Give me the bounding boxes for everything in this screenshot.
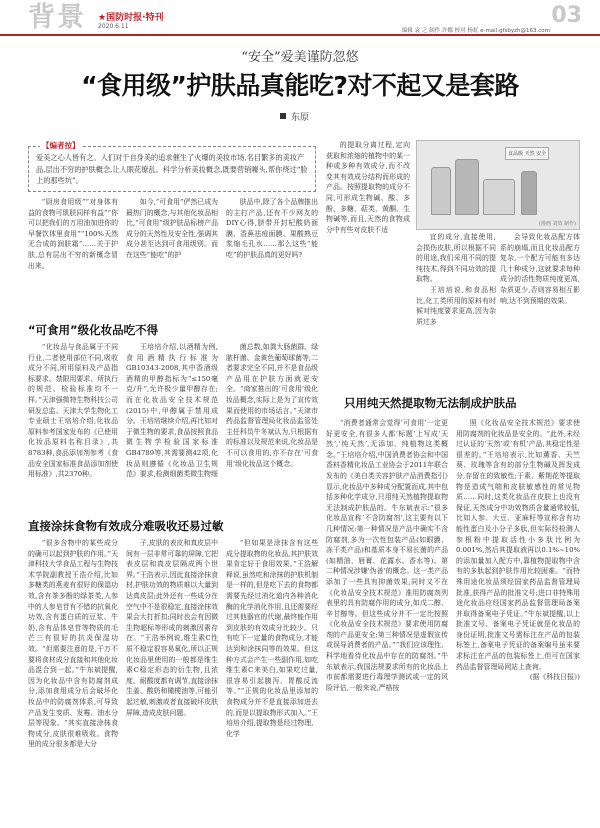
section3-column-1: “消费者通常会觉得‘可食用’一定更好更安全,有很多人都‘标题’上写成‘天然’,‘纯天然’,无添加、纯植物这类概念。”王培培介绍,中国消费者协会和中国香料香精化妆品工业协会于2011年联合发布的《美白类关容护肤产品消费指引》显示,化妆品中多种成分配置而成,其中包括多种化学成分,只用纯天然植物提取物无法制成护肤品的。牛东斌表示:“很多化妆品宣称‘不含防腐剂’,这主要有以下几种情况:第一种情况是产品中确实不含防腐剂,多为一次性包装产品(如眼膜、冻干类产品)和基质本身不易长菌的产品(如精油、唇膏、花露水、香水等)。第二种情况涉嫌'伪善'的概念。这一类产品添加了一些具有抑菌效果,同时又不在《化妆品安全技术规范》准用防腐剂列表里的具有防腐作用的成分,如戊二醇、辛甘醇等。但这些成分并不一定比按照《化妆品安全技术规范》要求使用防腐剂的产品更安全;第三种情况是虚假宣传或误导消费者的产品。”“我们应该理性、科学地看待化妆品中存在的防腐剂。”牛东斌表示,我国法规要求所有的化妆品上市前都需要进行毒理学测试或一定的风险评估,一般来说,严格按 xyxy=(326,419,448,692)
section2-column-1: “很多含物中的某些成分的确可以起到护肤的作用。”天津科技大学食品工程与生物技术学院副教授王浩介绍,比如多糖类的燕麦有很好的保湿功效,含有茶多酚的绿茶类,人参中的人参皂苷有不错的抗氧化功效,含有蛋白质的豆浆、牛奶,含有品体皂苷等物质的毛芒三有很好的抗炎保湿功效。“但需要注意的是,干万不要将食材成分直接和其他化妆品混合到一起。”牛东斌提醒,因为化妆品中含有防腐剂成分,添加食用成分后会破坏化妆品中的防腐剂体系,可导致产品发生变质、发霉、油水分层等现象。“其实直接涂抹食物成分,皮肤很难吸收。食物里的成分很多都是大分 xyxy=(28,539,118,749)
byline: 东原 xyxy=(280,110,309,123)
section-heading-edible: “可食用”级化妆品吃不得 xyxy=(28,323,159,337)
issue-date: 2020.6.11 xyxy=(98,23,129,30)
jar-icon xyxy=(455,159,479,215)
section3-column-2: 照《化妆品安全技术规范》要求使用防腐剂的化妆品是安全的。“此外,未经过认证的‘天然’或‘有机’产品,其稳定性是很差的。”王培培表示,比如薰香、天竺葵、玫瑰等含有的部分生物碱及挥发成分,存留在的致敏性;于素、紫荆花等提取物是造成气喘和皮肤敏感性的常见物质……同时,这类化妆品在皮肤上也没有保证,天然成分中功效物质含量通常较低,比如人参、大豆、亚麻籽等宣称含有功能性蛋白及小分子多肽,但实际经检测人参根粉中提取活性小多肽比例为0.001%,然后其提取液再以0.1%~10%的添加量加入配方中,靠植物提取物中含有的多肽起到护肤作用比较困难。“而特殊用途化妆品须经国家药品监督管理局批准,获得产品的批准文号;进口非特殊用途化妆品应经国家药品监督管理局备案并取得备案电子凭证。”牛东斌提醒,以上批准文号、备案电子凭证就是化妆品的身份证明,批准文号需标注在产品的包装标签上,备案电子凭证的备案编号虽未要求标注在产品的包装标签上,但可在国家药品监督管理局网站上查询。 (据《科技日报》) xyxy=(456,419,580,682)
section-title: 背景 xyxy=(28,2,86,33)
editor-note-label: 【编者按】 xyxy=(42,141,80,150)
intro-column-5: 宜的成分,直接使用,会损伤皮肤,所以根据不同的用途,我们采用不同的提纯技术,得到不同功效的提取物。 王培培说,和食品相比,化工类所用的原料有时候对纯度要求更高,因为杂质过多 xyxy=(416,233,496,326)
tube-icon xyxy=(521,171,537,215)
intro-column-3: 肤品中,除了各个品牌推出的主打产品,还有不少网友的DIY心得,脐带开封杞酸奶面膜、香蕉祛痘面膜、果酸熟豆浆缩毛孔水……那么这些“能吃”的护肤品真的更好吗? xyxy=(226,198,318,259)
article-kicker: “安全”爱美谨防忽悠 xyxy=(241,50,359,65)
intro-column-1: “厨房食用级”“对身体有益的食物可肌肤同样有益”“你可以把我们的万用油加进你的早餐饮体里食用”“100%天然无合成的润肤霜”……关于护肤,总有层出不穷的新概念冒出来。 xyxy=(28,198,118,270)
bottle-icon xyxy=(431,167,451,215)
editor-note-text: 爱美之心人皆有之。人们对于自身美的追求催生了火爆的美妆市场,名目繁多的美妆产品,层出不穷的护肤概念,让人眼花缭乱。科学分析美妆概念,既要营销噱头,帮你绕过“脸上的那些坑”。 xyxy=(36,153,308,185)
editor-line: 编辑 袁 之 制作 许娜 校对 杨虹 e-mail:gfsbyzh@163.com xyxy=(401,28,550,34)
cream-jar-icon xyxy=(483,179,515,215)
section2-column-3: “但如果是涂抹含有这些成分提取物的化妆品,其护肤效果肯定好于食用效果。”王浩解释说,虽然吃和涂抹的护肤机制是一样的,但是吃下去的食物都需要先经过消化道内各种消化酶的化学消化作用,且还需要经过其他器官的代谢,最终能作用到皮肤的有效成分比较少。只有吃下一定量的食物成分,才能达到和涂抹同等的效果。但这种方式会产生一些副作用,如吃维生素C来美白,如果吃过量,很容易引起腹泻、胃酸反流等。”“正规的化妆品里添加的食物成分并不是直接添加进去的,而是以提取物形式加入。”王培培介绍,提取物是经过物理、化学 xyxy=(226,539,318,738)
page-number: 03 xyxy=(551,3,582,28)
article-headline: “食用级”护肤品真能吃?对不起又是套路 xyxy=(81,71,519,100)
section-heading-natural: 只用纯天然提取物无法制成护肤品 xyxy=(344,396,517,410)
intro-column-6: 会导致化妆品配方体系的崩塌,而且化妆品配方复杂,一个配方可能有多达几十种成分,这就要求每种成分的活性物质纯度更高,杂质更少,否则容易相互影响,达不到预期的效果。 xyxy=(500,233,580,305)
section-heading-absorb: 直接涂抹食物有效成分难吸收还易过敏 xyxy=(28,519,224,533)
section1-column-3: 菌总数,如粪大肠菌群、绿脓杆菌、金黄色葡萄球菌等,二者要求完全不同,并不是食品级产品用在护肤方面就更安全。“商家推出的‘可食用’级化妆品概念,实际上是为了宣传效果而使用的市场话言。”天津市药品监督管理局化妆品监管处主任科员牛冬斌认为,只根据有的标准以及规范来说,化妆品是不可以食用的,亦不存在‘可食用’级化妆品这个概念。 xyxy=(226,343,318,468)
illustration-photo xyxy=(416,140,580,230)
section1-column-2: 王培培介绍,以酒精为例,食用酒精执行标准为GB10343-2008,其中香酒级酒精的甲醇指标为“≤150毫克/升”,允许极少量甲醇存在;而在化妆品安全技术规范(2015)中,甲醇属于禁用成分。王培培继续介绍,再比如对于微生物的要求,食品按照食品微生物学检验国家标准GB4789等,其需要测42项,化妆品则遵循《化妆品卫生规范》要求,检测细菌类微生物细 xyxy=(126,343,218,479)
paper-name: ★国防时报·特刊 xyxy=(98,13,164,23)
illustration-credit: (漫画 刘效 制作) xyxy=(538,221,576,227)
illustration-tag: 食品级 天然 安全 xyxy=(505,147,549,160)
section2-column-2: 子,皮肤的表皮和真皮层中间有一层非常可靠的屏障,它把表皮层和真皮层隔成两个世界。”王浩表示,因此直接涂抹食材,护肤功效的物质难以大量到达真皮层;此外还有一些成分在空气中不是很稳定,直接涂抹效果会大打折扣;同时也会有因微生物超标等形成的刺激因素存在。“王浩举例说,维生素C性质不稳定很容易氧化,所以正规化妆品里使用的一般都是维生素C稳定形态的衍生物,且浓度、耐酸度都有调节,直接涂抹生姜、酸奶和橄榄油等,可能引起过敏,刺激或者直接破坏皮肤屏障,造成皮肤问题。 xyxy=(126,539,218,717)
intro-column-2: 如今,“可食用”俨然已成为最热门的概念,与其他化妆品相比,“可食用”级护肤品标榜产品成分的天然性及安全性,强调其成分甚至达到可食用级别。而在这些“能吃”的护 xyxy=(126,198,218,259)
intro-column-4: 的提取分离过程,定向获取和浓缩的植物中的某一种或多种有效成分,而不改变其有效成分结构而形成的产品。按照提取物的成分不同,可形成生物碱、酸、多酚、多糖、萜类、黄酮、生物碱等,而且,天然的食物成分中有些对皮肤不适 xyxy=(326,141,410,234)
section1-column-1: “化妆品与食品属于不同行业,二者使用部位不同,吸收成分不同,所用原料及产品指标要求、禁限用要求、所执行的规范、检验标准均不一样。”天津强微特生物科技公司研发总监、天津大学生物化工专业硕士王培培介绍,化妆品原料参考国家发布的《已使用化妆品原料名称目录》,共8783种,食品添加剂参考《食品安全国家标准食品添加剂使用标准》,共2370种。 xyxy=(28,343,118,479)
